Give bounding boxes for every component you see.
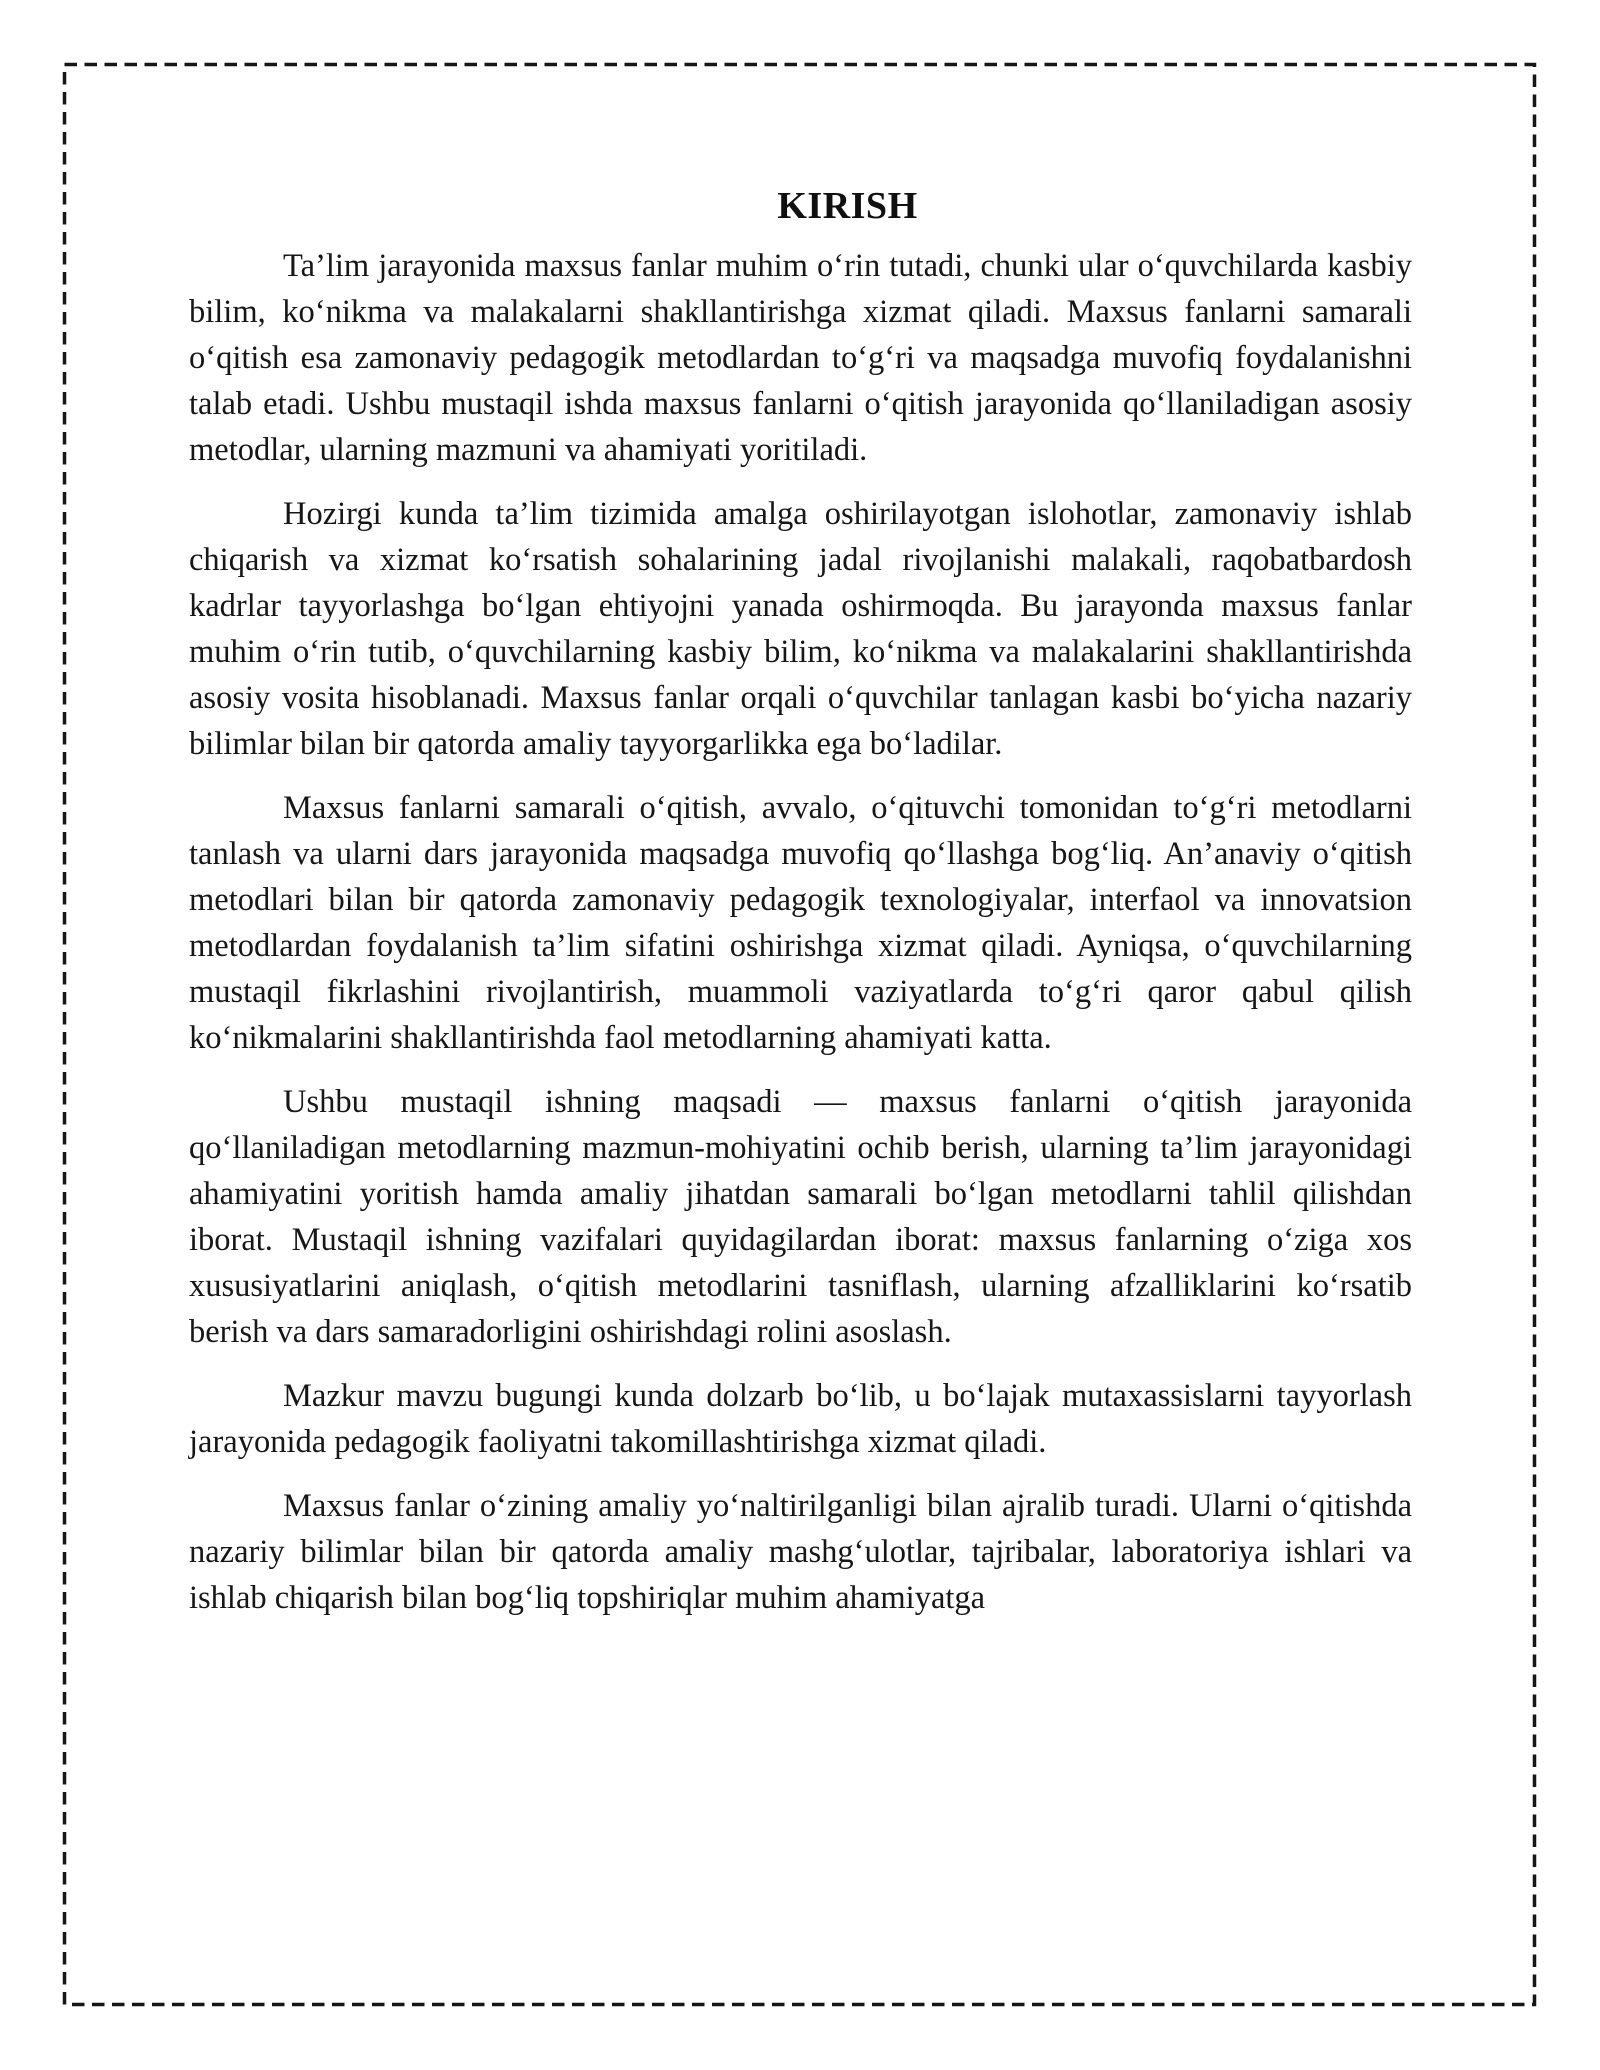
paragraph: Maxsus fanlarni samarali o‘qitish, avvalo, o‘qituvchi tomonidan to‘g‘ri metodlarni tanlash va ularni dars jarayonida maqsadga muvofiq qo‘llashga bog‘liq. An’anaviy o‘qitish metodlari bilan bir qatorda zamonaviy pedagogik texnologiyalar, interfaol va innovatsion metodlardan foydalanish ta’lim sifatini oshirishga xizmat qiladi. Ayniqsa, o‘quvchilarning mustaqil fikrlashini rivojlantirish, muammoli vaziyatlarda to‘g‘ri qaror qabul qilish ko‘nikmalarini shakllantirishda faol metodlarning ahamiyati katta. [189, 790, 1412, 1056]
paragraph: Ushbu mustaqil ishning maqsadi — maxsus fanlarni o‘qitish jarayonida qo‘llaniladigan metodlarning mazmun-mohiyatini ochib berish, ularning ta’lim jarayonidagi ahamiyatini yoritish hamda amaliy jihatdan samarali bo‘lgan metodlarni tahlil qilishdan iborat. Mustaqil ishning vazifalari quyidagilardan iborat: maxsus fanlarning o‘ziga xos xususiyatlarini aniqlash, o‘qitish metodlarini tasniflash, ularning afzalliklarini ko‘rsatib berish va dars samaradorligini oshirishdagi rolini asoslash. [189, 1084, 1412, 1350]
page-title: KIRISH [777, 185, 918, 227]
page-content [189, 183, 1412, 1621]
paragraph: Hozirgi kunda ta’lim tizimida amalga oshirilayotgan islohotlar, zamonaviy ishlab chiqarish va xizmat ko‘rsatish sohalarining jadal rivojlanishi malakali, raqobatbardosh kadrlar tayyorlashga bo‘lgan ehtiyojni yanada oshirmoqda. Bu jarayonda maxsus fanlar muhim o‘rin tutib, o‘quvchilarning kasbiy bilim, ko‘nikma va malakalarini shakllantirishda asosiy vosita hisoblanadi. Maxsus fanlar orqali o‘quvchilar tanlagan kasbi bo‘yicha nazariy bilimlar bilan bir qatorda amaliy tayyorgarlikka ega bo‘ladilar. [189, 496, 1412, 762]
paragraph: Ta’lim jarayonida maxsus fanlar muhim o‘rin tutadi, chunki ular o‘quvchilarda kasbiy bilim, ko‘nikma va malakalarni shakllantirishga xizmat qiladi. Maxsus fanlarni samarali o‘qitish esa zamonaviy pedagogik metodlardan to‘g‘ri va maqsadga muvofiq foydalanishni talab etadi. Ushbu mustaqil ishda maxsus fanlarni o‘qitish jarayonida qo‘llaniladigan asosiy metodlar, ularning mazmuni va ahamiyati yoritiladi. [189, 248, 1412, 468]
paragraph: Mazkur mavzu bugungi kunda dolzarb bo‘lib, u bo‘lajak mutaxassislarni tayyorlash jarayonida pedagogik faoliyatni takomillashtirishga xizmat qiladi. [189, 1378, 1412, 1460]
paragraph: Maxsus fanlar o‘zining amaliy yo‘naltirilganligi bilan ajralib turadi. Ularni o‘qitishda nazariy bilimlar bilan bir qatorda amaliy mashg‘ulotlar, tajribalar, laboratoriya ishlari va ishlab chiqarish bilan bog‘liq topshiriqlar muhim ahamiyatga [189, 1488, 1412, 1616]
